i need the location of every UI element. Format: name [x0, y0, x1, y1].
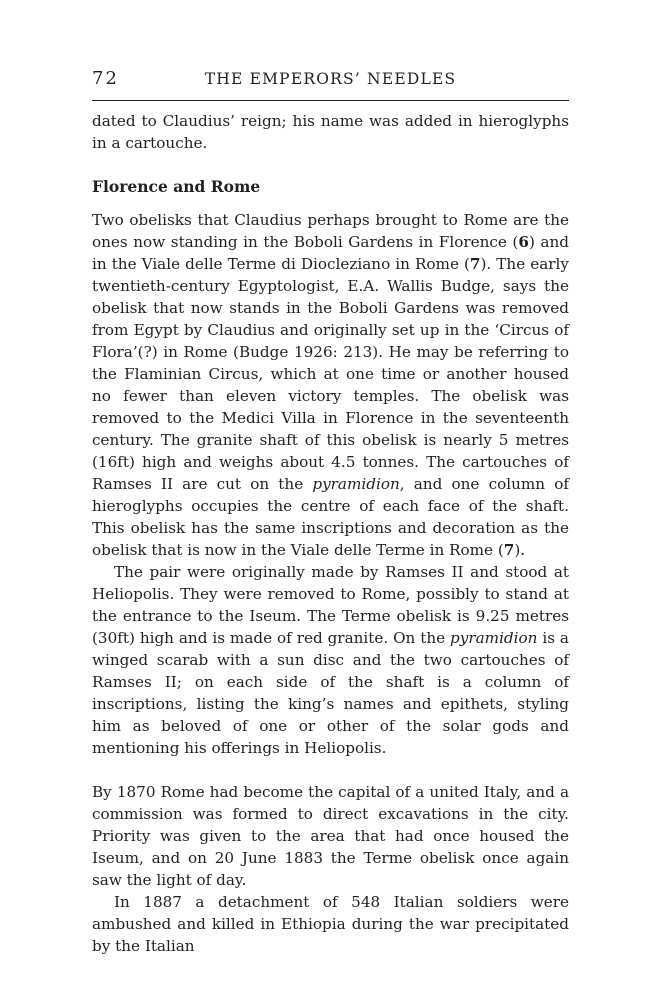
paragraph-1-text-c: ). The early twentieth-century Egyptologist, E.A. Wallis Budge, says the obelisk that now stands in the Boboli Gardens was removed from Egypt by Claudius and originally set up in the ‘Circus of Flora’(?) in Rome (Budge 1926: 213). He may be referring to the Flaminian Circus, which at one time or another housed no fewer than eleven victory temples. The obelisk was removed to the Medici Villa in Florence in the seventeenth century. The granite shaft of this obelisk is nearly 5 metres (16ft) high and weighs about 4.5 tonnes. The cartouches of Ramses II are cut on the	[92, 255, 569, 493]
body-text	[92, 110, 569, 957]
running-head	[92, 66, 569, 101]
paragraph-2	[92, 561, 569, 759]
paragraph-1-text-a: Two obelisks that Claudius perhaps brought to Rome are the ones now standing in the Boboli Gardens in Florence (	[92, 211, 569, 251]
paragraph-4: In 1887 a detachment of 548 Italian soldiers were ambushed and killed in Ethiopia during the war precipitated by the Italian	[92, 893, 569, 955]
section-heading: Florence and Rome	[92, 177, 261, 196]
paragraph-2-text-b: is a winged scarab with a sun disc and the two cartouches of Ramses II; on each side of the shaft is a column of inscriptions, listing the king’s names and epithets, styling him as beloved of one or other of the solar gods and mentioning his offerings in Heliopolis.	[92, 629, 569, 757]
paragraph-1	[92, 209, 569, 561]
paragraph-2-text-a: The pair were originally made by Ramses II and stood at Heliopolis. They were removed to Rome, possibly to stand at the entrance to the Iseum. The Terme obelisk is 9.25 metres (30ft) high and is made of red granite. On the	[92, 563, 569, 647]
italic-term: pyramidion	[312, 475, 400, 493]
paragraph-1-text-b: ) and in the Viale delle Terme di Diocleziano in Rome (	[92, 233, 569, 273]
paragraph-3: By 1870 Rome had become the capital of a united Italy, and a commission was formed to direct excavations in the city. Priority was given to the area that had once housed the Iseum, and on 20 June 1883 the Terme obelisk once again saw the light of day.	[92, 783, 569, 889]
running-title: THE EMPERORS’ NEEDLES	[204, 70, 457, 88]
italic-term: pyramidion	[450, 629, 538, 647]
figure-ref-7: 7	[503, 541, 515, 559]
figure-ref-7: 7	[469, 255, 481, 273]
continuation-paragraph: dated to Claudius’ reign; his name was added in hieroglyphs in a cartouche.	[92, 112, 569, 152]
page-number: 72	[92, 68, 119, 89]
paragraph-1-text-e: ).	[514, 541, 526, 559]
figure-ref-6: 6	[518, 233, 529, 251]
paragraph-1-text-d: , and one column of hieroglyphs occupies the centre of each face of the shaft. This obelisk has the same inscriptions and decoration as the obelisk that is now in the Viale delle Terme in Rome (	[92, 475, 569, 559]
